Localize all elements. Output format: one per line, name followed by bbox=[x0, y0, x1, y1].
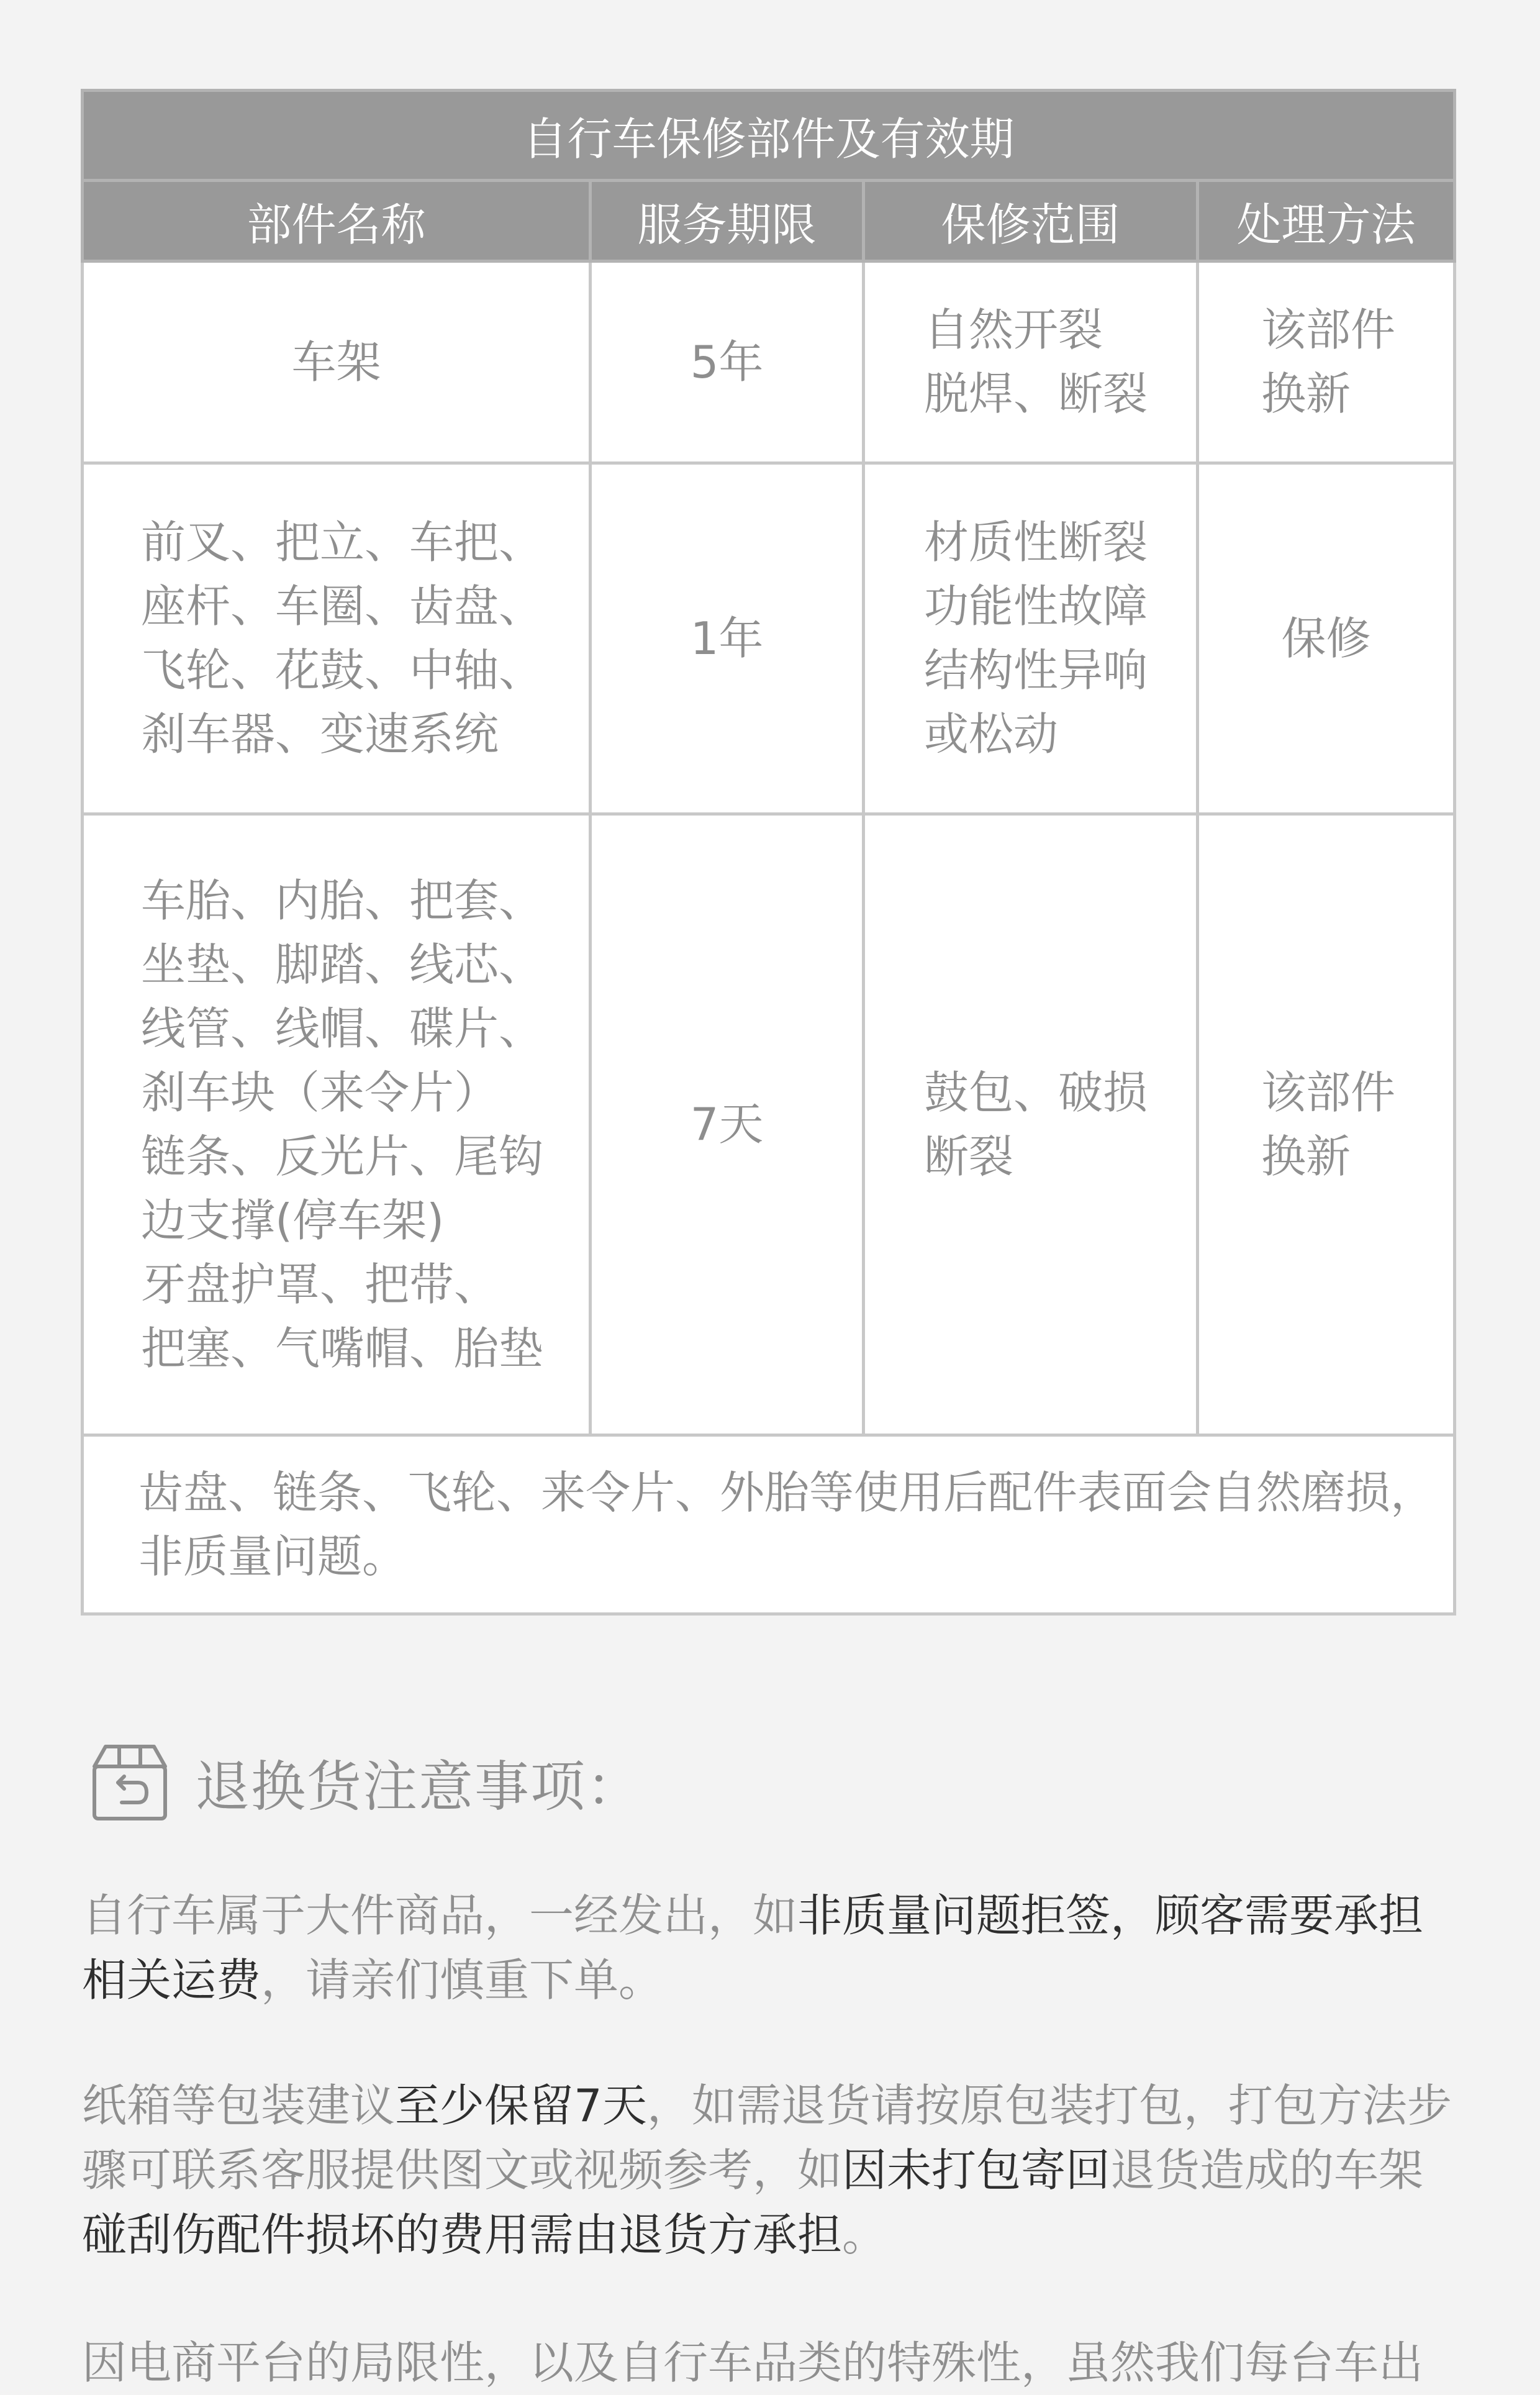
text-emphasis: 因未打包寄回 bbox=[842, 2144, 1111, 2196]
warranty-table bbox=[81, 89, 1456, 1616]
paragraph-platform-note bbox=[82, 2330, 1461, 2395]
period-cell: 1年 bbox=[591, 463, 864, 814]
handling-line: 该部件 bbox=[1261, 1066, 1396, 1119]
handling-line: 该部件 bbox=[1261, 304, 1396, 356]
text-emphasis: 碰刮伤配件损坏的费用需由退货方承担 bbox=[82, 2209, 843, 2261]
paragraph-packaging bbox=[82, 2073, 1461, 2267]
scope-line: 自然开裂 bbox=[924, 304, 1103, 356]
scope-cell bbox=[864, 814, 1198, 1435]
section-header bbox=[87, 1739, 642, 1826]
scope-line: 脱焊、断裂 bbox=[924, 368, 1148, 420]
scope-line: 断裂 bbox=[924, 1130, 1014, 1183]
parts-line: 车胎、内胎、把套、 bbox=[141, 874, 544, 927]
text-run: ，请亲们慎重下单。 bbox=[261, 1954, 664, 2006]
table-title: 自行车保修部件及有效期 bbox=[83, 91, 1455, 181]
parts-line: 把塞、气嘴帽、胎垫 bbox=[141, 1322, 544, 1375]
parts-line: 飞轮、花鼓、中轴、 bbox=[141, 644, 544, 696]
handling-line: 换新 bbox=[1261, 1130, 1351, 1183]
parts-cell bbox=[83, 261, 591, 463]
text-run: 纸箱等包装建议 bbox=[82, 2079, 396, 2132]
scope-line: 结构性异响 bbox=[924, 644, 1148, 696]
handling-cell bbox=[1198, 814, 1455, 1435]
parts-line: 座杆、车圈、齿盘、 bbox=[141, 580, 544, 632]
period-cell: 5年 bbox=[591, 261, 864, 463]
table-row bbox=[83, 261, 1455, 463]
parts-line: 前叉、把立、车把、 bbox=[141, 516, 544, 568]
column-header-warranty-scope: 保修范围 bbox=[864, 181, 1198, 261]
scope-line: 功能性故障 bbox=[924, 580, 1148, 632]
column-header-service-period: 服务期限 bbox=[591, 181, 864, 261]
text-emphasis: 相关运费 bbox=[82, 1954, 261, 2006]
table-row bbox=[83, 814, 1455, 1435]
parts-cell bbox=[83, 814, 591, 1435]
table-note-row bbox=[83, 1435, 1455, 1614]
handling-line: 换新 bbox=[1261, 368, 1351, 420]
parts-line: 线管、线帽、碟片、 bbox=[141, 1002, 544, 1055]
parts-line: 刹车块（来令片） bbox=[141, 1066, 499, 1119]
text-emphasis: 至少保留7天 bbox=[395, 2079, 647, 2132]
handling-line: 保修 bbox=[1281, 612, 1371, 665]
scope-cell bbox=[864, 463, 1198, 814]
text-run: 因电商平台的局限性，以及自行车品类的特殊性，虽然我们每台车出 bbox=[82, 2337, 1424, 2389]
parts-line: 刹车器、变速系统 bbox=[141, 708, 499, 760]
parts-line: 边支撑(停车架) bbox=[141, 1194, 445, 1247]
note-line: 齿盘、链条、飞轮、来令片、外胎等使用后配件表面会自然磨损， bbox=[138, 1466, 1436, 1519]
text-emphasis: 非质量问题拒签，顾客需要承担 bbox=[797, 1889, 1424, 1942]
parts-line: 车架 bbox=[291, 335, 381, 388]
parts-cell bbox=[83, 463, 591, 814]
paragraph-shipping-cost bbox=[82, 1883, 1461, 2012]
text-run: 退货造成的车 bbox=[1110, 2144, 1379, 2196]
text-run: ，如需退货请按原包装打包，打包方法 bbox=[646, 2079, 1407, 2132]
parts-line: 坐垫、脚踏、线芯、 bbox=[141, 938, 544, 991]
period-cell: 7天 bbox=[591, 814, 864, 1435]
handling-cell bbox=[1198, 463, 1455, 814]
scope-cell bbox=[864, 261, 1198, 463]
scope-line: 材质性断裂 bbox=[924, 516, 1148, 568]
table-row bbox=[83, 463, 1455, 814]
table-note bbox=[83, 1435, 1455, 1614]
text-run: 。 bbox=[842, 2209, 887, 2261]
return-box-icon bbox=[87, 1742, 173, 1824]
text-run: 架 bbox=[1379, 2144, 1424, 2196]
section-title: 退换货注意事项： bbox=[195, 1755, 643, 1819]
note-line: 非质量问题。 bbox=[138, 1530, 407, 1583]
scope-line: 鼓包、破损 bbox=[924, 1066, 1148, 1119]
column-header-handling: 处理方法 bbox=[1198, 181, 1455, 261]
text-run: 步骤可联系客服提供图文或视频参考，如 bbox=[82, 2079, 1452, 2196]
scope-line: 或松动 bbox=[924, 708, 1059, 760]
parts-line: 链条、反光片、尾钩 bbox=[141, 1130, 544, 1183]
handling-cell bbox=[1198, 261, 1455, 463]
parts-line: 牙盘护罩、把带、 bbox=[141, 1258, 499, 1311]
column-header-part-name: 部件名称 bbox=[83, 181, 591, 261]
text-run: 自行车属于大件商品，一经发出，如 bbox=[82, 1889, 798, 1942]
